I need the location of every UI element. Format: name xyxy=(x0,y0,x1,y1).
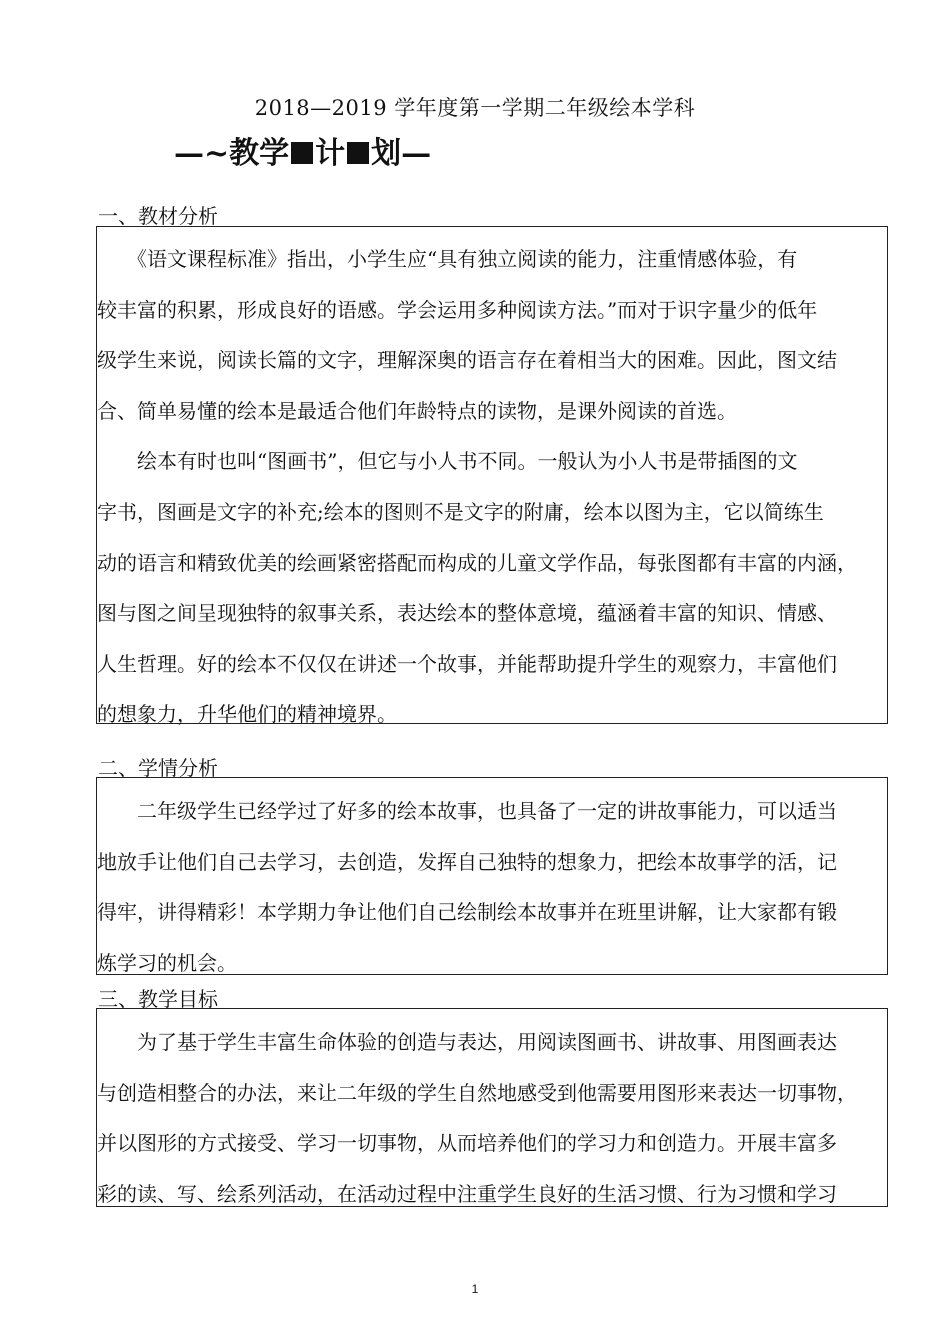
document-title: 2018—2019 学年度第一学期二年级绘本学科 xyxy=(254,96,696,120)
paragraph-line: 字书，图画是文字的补充;绘本的图则不是文字的附庸，绘本以图为主，它以简练生 xyxy=(97,499,824,524)
paragraph-line: 动的语言和精致优美的绘画紧密搭配而构成的儿童文学作品，每张图都有丰富的内涵， xyxy=(97,550,857,575)
paragraph-line: 得牢，讲得精彩！本学期力争让他们自己绘制绘本故事并在班里讲解，让大家都有锻 xyxy=(97,900,837,925)
redaction-block xyxy=(347,142,369,164)
section-heading-teaching-goals: 三、教学目标 xyxy=(98,987,218,1011)
section-heading-textbook-analysis: 一、教材分析 xyxy=(98,204,218,228)
paragraph-line: 绘本有时也叫“图画书”，但它与小人书不同。一般认为小人书是带插图的文 xyxy=(97,449,798,474)
paragraph-line: 人生哲理。好的绘本不仅仅在讲述一个故事，并能帮助提升学生的观察力，丰富他们 xyxy=(97,651,837,676)
paragraph-line: 地放手让他们自己去学习，去创造，发挥自己独特的想象力，把绘本故事学的活，记 xyxy=(97,849,837,874)
paragraph-line: 为了基于学生丰富生命体验的创造与表达，用阅读图画书、讲故事、用图画表达 xyxy=(97,1030,837,1054)
section-box-teaching-goals xyxy=(96,1008,888,1207)
section-heading-student-analysis: 二、学情分析 xyxy=(98,756,218,780)
paragraph-line: 级学生来说，阅读长篇的文字，理解深奥的语言存在着相当大的困难。因此，图文结 xyxy=(97,348,837,373)
paragraph-line: 的想象力，升华他们的精神境界。 xyxy=(97,702,397,727)
paragraph-line: 炼学习的机会。 xyxy=(97,950,237,975)
paragraph-line: 并以图形的方式接受、学习一切事物，从而培养他们的学习力和创造力。开展丰富多 xyxy=(97,1131,837,1156)
section-box-textbook-analysis xyxy=(96,226,888,727)
paragraph-line: 合、简单易懂的绘本是最适合他们年龄特点的读物，是课外阅读的首选。 xyxy=(97,398,737,423)
paragraph-line: 较丰富的积累，形成良好的语感。学会运用多种阅读方法。”而对于识字量少的低年 xyxy=(97,297,818,322)
subtitle-suffix: 划— xyxy=(371,136,432,171)
section-box-student-analysis xyxy=(96,777,888,975)
page-number: 1 xyxy=(471,1282,479,1296)
paragraph-line: 《语文课程标准》指出，小学生应“具有独立阅读的能力，注重情感体验，有 xyxy=(97,247,798,271)
paragraph-line: 彩的读、写、绘系列活动，在活动过程中注重学生良好的生活习惯、行为习惯和学习 xyxy=(97,1181,837,1206)
paragraph-line: 图与图之间呈现独特的叙事关系，表达绘本的整体意境，蕴涵着丰富的知识、情感、 xyxy=(97,601,837,626)
paragraph-line: 二年级学生已经学过了好多的绘本故事，也具备了一定的讲故事能力，可以适当 xyxy=(97,799,837,823)
document-subtitle xyxy=(174,128,431,172)
redaction-block xyxy=(291,142,313,164)
subtitle-prefix: —~教学 xyxy=(174,136,290,171)
paragraph-line: 与创造相整合的办法，来让二年级的学生自然地感受到他需要用图形来表达一切事物， xyxy=(97,1080,857,1105)
subtitle-mid: 计 xyxy=(315,136,346,171)
